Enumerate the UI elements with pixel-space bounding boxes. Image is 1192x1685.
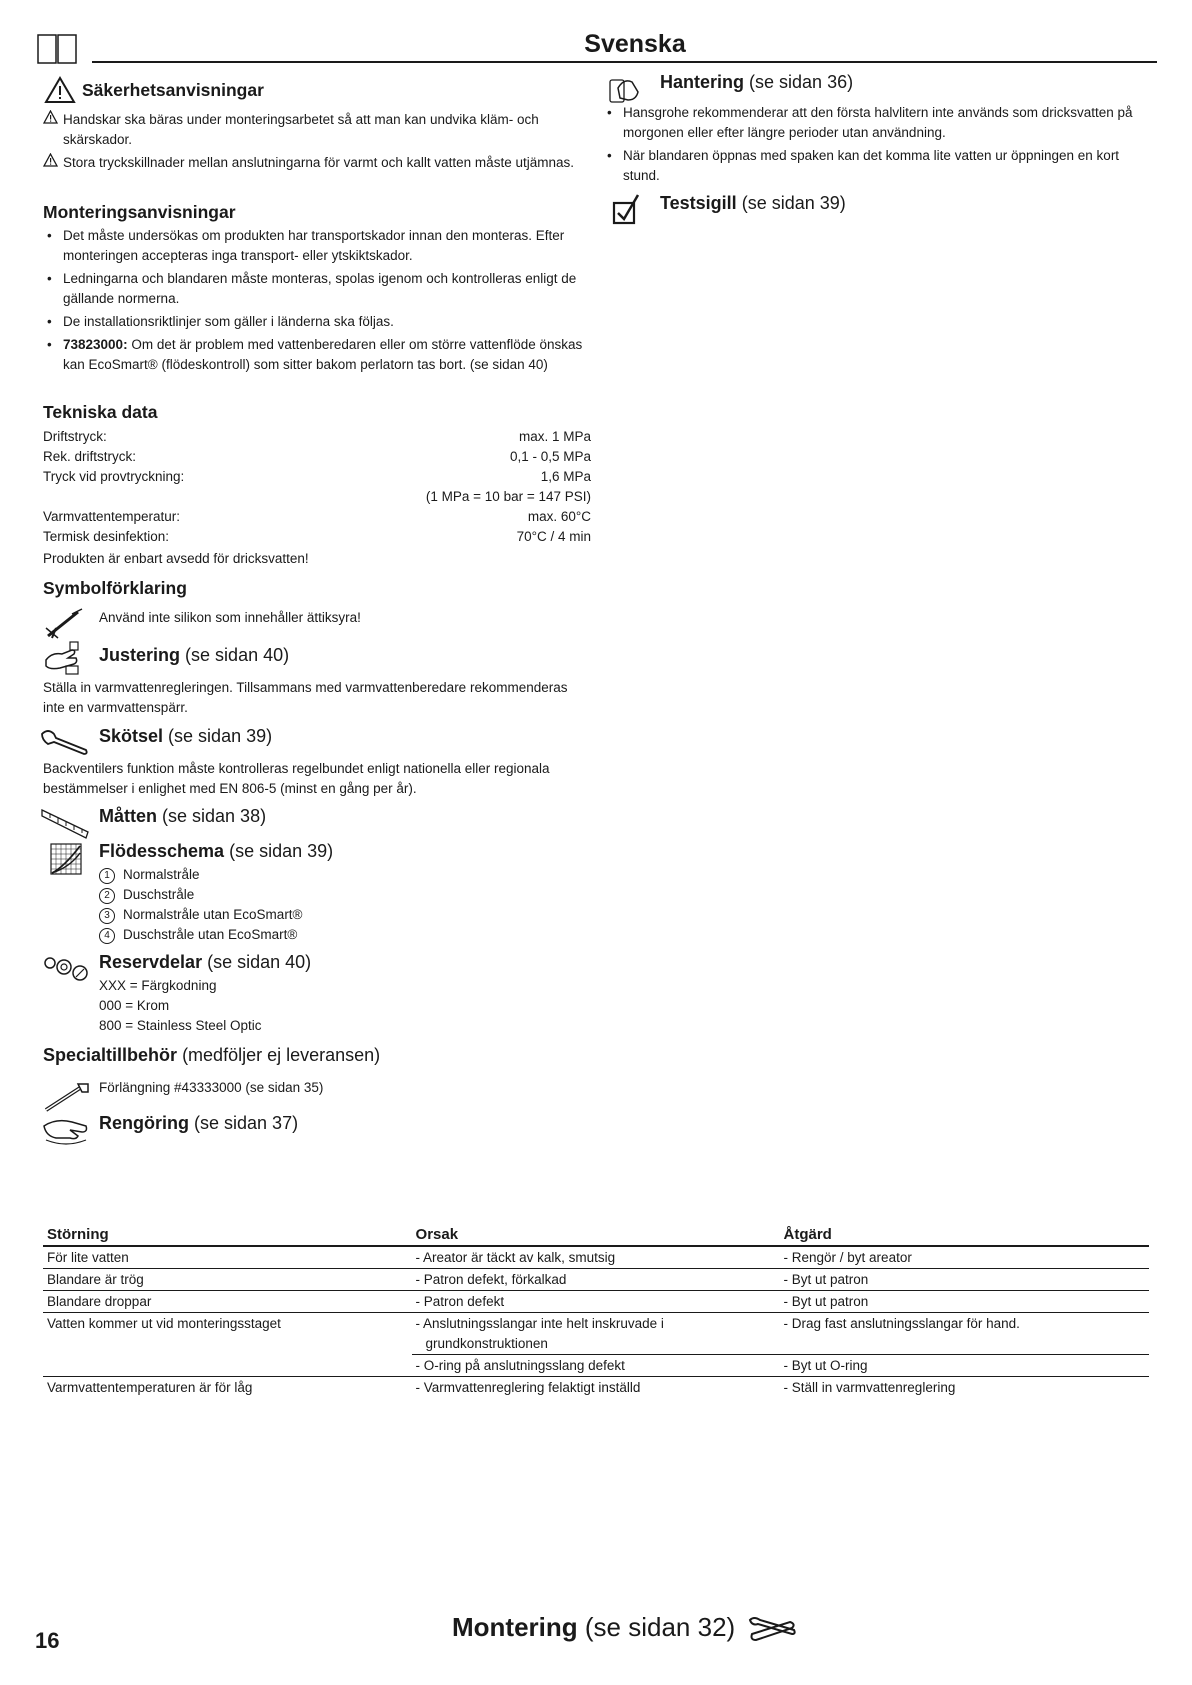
tools-icon [748, 1614, 798, 1649]
flow-item: 1 Normalstråle [99, 865, 303, 885]
cleaning-hand-icon [42, 1112, 90, 1153]
checkbox-icon [612, 193, 642, 232]
tech-row: Varmvattentemperatur: max. 60°C [43, 509, 591, 524]
warning-small-icon [43, 110, 58, 130]
silicone-text: Använd inte silikon som innehåller ättiksyra! [99, 610, 361, 625]
spare-item: 800 = Stainless Steel Optic [99, 1018, 262, 1033]
safety-item: Stora tryckskillnader mellan anslutningarna för varmt och kallt vatten måste utjämnas. [43, 153, 588, 173]
extension-text: Förlängning #43333000 (se sidan 35) [99, 1080, 324, 1095]
table-row: Varmvattentemperaturen är för låg - Varmvattenreglering felaktigt inställd - Ställ in varmvattenreglering [47, 1380, 956, 1395]
tech-row: Termisk desinfektion: 70°C / 4 min [43, 529, 591, 544]
list-item: • När blandaren öppnas med spaken kan det komma lite vatten ur öppningen en kort stund. [603, 146, 1158, 186]
list-item: • Det måste undersökas om produkten har transportskador innan den monteras. Efter monteringen accepteras inga transport- eller ytskiktskador. [43, 226, 588, 266]
list-item: • Ledningarna och blandaren måste monteras, spolas igenom och kontrolleras enligt de gällande normerna. [43, 269, 588, 309]
flow-item: 4 Duschstråle utan EcoSmart® [99, 925, 303, 945]
adjust-heading: Justering (se sidan 40) [99, 645, 290, 665]
table-row: - O-ring på anslutningsslang defekt - Byt ut O-ring [43, 1355, 1149, 1377]
column-header: Orsak [412, 1224, 780, 1246]
table-row: Blandare droppar - Patron defekt - Byt ut patron [43, 1291, 1149, 1313]
product-code: 73823000: [63, 337, 128, 352]
care-text: Backventilers funktion måste kontrolleras regelbundet enligt nationella eller regionala bestämmelser i enlighet med EN 806-5 (minst en gång per år). [43, 761, 550, 796]
tech-row: Driftstryck: max. 1 MPa [43, 429, 591, 444]
care-heading: Skötsel (se sidan 39) [99, 726, 273, 746]
dimensions-heading: Måtten (se sidan 38) [99, 806, 267, 826]
warning-icon [44, 76, 76, 109]
warning-small-icon [43, 153, 58, 173]
table-header-row [43, 1224, 1149, 1246]
mounting-list [43, 226, 588, 378]
tech-note: Produkten är enbart avsedd för dricksvatten! [43, 551, 309, 566]
book-icon [37, 34, 77, 69]
tech-row: Tryck vid provtryckning: 1,6 MPa [43, 469, 591, 484]
list-item: • Hansgrohe rekommenderar att den första halvlitern inte används som dricksvatten på morgonen eller efter längre perioder utan användning. [603, 103, 1158, 143]
accessories-heading: Specialtillbehör (medföljer ej leveransen) [43, 1045, 381, 1065]
flow-heading: Flödesschema (se sidan 39) [99, 841, 334, 861]
footer-heading: Montering (se sidan 32) [452, 1612, 736, 1642]
safety-item: Handskar ska bäras under monteringsarbetet så att man kan undvika kläm- och skärskador. [43, 110, 588, 150]
spares-heading: Reservdelar (se sidan 40) [99, 952, 312, 972]
spares-list [99, 976, 261, 1036]
wrench-icon [40, 726, 90, 761]
header-rule [92, 61, 1157, 63]
test-seal-heading: Testsigill (se sidan 39) [660, 193, 846, 213]
adjust-text: Ställa in varmvattenregleringen. Tillsammans med varmvattenberedare rekommenderas inte en varmvattenspärr. [43, 680, 568, 715]
tech-row: Rek. driftstryck: 0,1 - 0,5 MPa [43, 449, 591, 464]
spare-item: 000 = Krom [99, 998, 170, 1013]
spare-item: XXX = Färgkodning [99, 978, 217, 993]
flow-list [99, 865, 303, 945]
page-title: Svenska [584, 30, 686, 58]
ruler-icon [40, 806, 90, 845]
table-row: Vatten kommer ut vid monteringsstaget - Anslutningsslangar inte helt inskruvade i grundkonstruktionen - Drag fast anslutningsslangar för hand. [43, 1313, 1149, 1355]
mounting-title: Monteringsanvisningar [43, 202, 236, 222]
safety-title: Säkerhetsanvisningar [82, 80, 264, 100]
flow-item: 2 Duschstråle [99, 885, 303, 905]
list-item: • De installationsriktlinjer som gäller i länderna ska följas. [43, 312, 588, 332]
cleaning-heading: Rengöring (se sidan 37) [99, 1113, 299, 1133]
technical-title: Tekniska data [43, 402, 158, 422]
flow-item: 3 Normalstråle utan EcoSmart® [99, 905, 303, 925]
table-row: Blandare är trög - Patron defekt, förkalkad - Byt ut patron [43, 1269, 1149, 1291]
adjust-hand-icon [42, 640, 86, 681]
page-number: 16 [35, 1628, 60, 1653]
troubleshooting-table [43, 1224, 1149, 1398]
tech-row: (1 MPa = 10 bar = 147 PSI) [425, 489, 591, 504]
technical-table [43, 427, 591, 569]
spare-parts-icon [42, 955, 92, 990]
symbols-title: Symbolförklaring [43, 578, 187, 598]
column-header: Störning [43, 1224, 412, 1246]
table-row: För lite vatten - Areator är täckt av kalk, smutsig - Rengör / byt areator [43, 1246, 1149, 1269]
column-header: Åtgärd [780, 1224, 1149, 1246]
handling-list [603, 103, 1158, 189]
safety-list [43, 110, 588, 176]
list-item: • 73823000: Om det är problem med vattenberedaren eller om större vattenflöde önskas kan EcoSmart® (flödeskontroll) som sitter bakom perlatorn tas bort. (se sidan 40) [43, 335, 588, 375]
handling-heading: Hantering (se sidan 36) [660, 72, 854, 92]
flow-chart-icon [50, 843, 82, 880]
